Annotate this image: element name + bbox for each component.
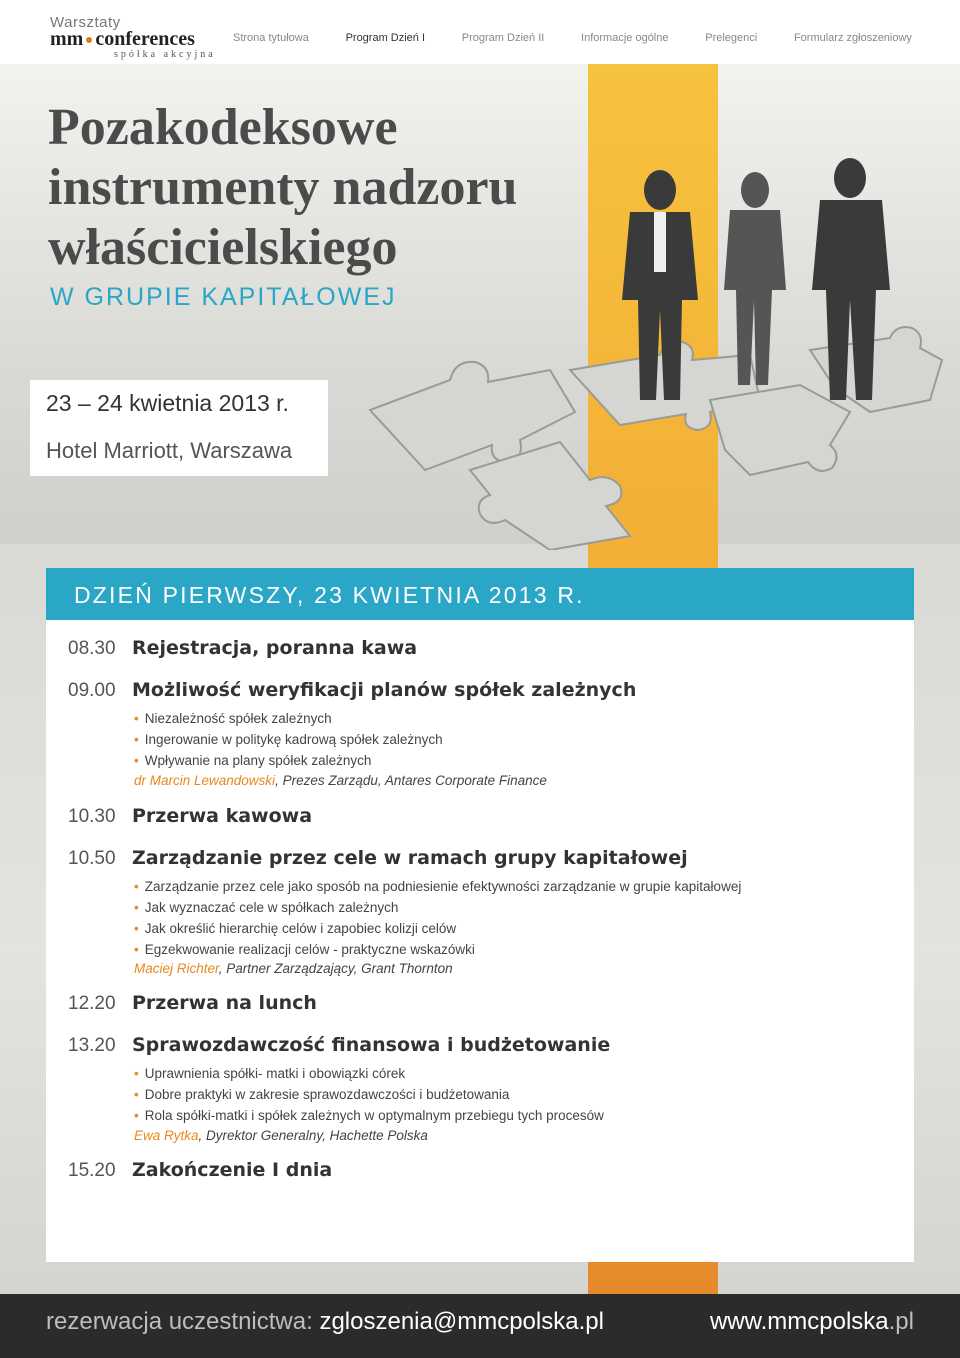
- slot-speaker: [134, 773, 547, 788]
- nav-prelegenci[interactable]: Prelegenci: [705, 32, 758, 44]
- logo[interactable]: [50, 14, 220, 58]
- topic-item: • Niezależność spółek zależnych: [134, 708, 443, 729]
- footer: [0, 1294, 960, 1358]
- slot-speaker: [134, 961, 453, 976]
- speaker-role: , Dyrektor Generalny, Hachette Polska: [198, 1128, 428, 1143]
- event-date: 23 – 24 kwietnia 2013 r.: [46, 390, 289, 416]
- hero-title-line-2: instrumenty nadzoru: [48, 159, 518, 216]
- booking-label: rezerwacja uczestnictwa:: [46, 1308, 320, 1335]
- main-nav: [233, 32, 912, 44]
- nav-program-dzien-1[interactable]: Program Dzień I: [345, 32, 426, 44]
- slot-title: Rejestracja, poranna kawa: [132, 637, 418, 659]
- speaker-name: Ewa Rytka: [134, 1128, 199, 1143]
- topic-item: • Zarządzanie przez cele jako sposób na podniesienie efektywności zarządzanie w grupie kapitałowej: [134, 876, 741, 897]
- logo-prefix: Warsztaty: [50, 14, 121, 31]
- topic-item: • Uprawnienia spółki- matki i obowiązki córek: [134, 1063, 604, 1084]
- hero-title: [48, 98, 608, 278]
- slot-time: 09.00: [68, 680, 116, 701]
- slot-time: 12.20: [68, 993, 116, 1014]
- program-panel: [46, 568, 914, 1262]
- nav-program-dzien-2[interactable]: Program Dzień II: [461, 32, 545, 44]
- speaker-name: dr Marcin Lewandowski: [134, 773, 276, 788]
- logo-dot-icon: [86, 37, 92, 43]
- topic-item: • Wpływanie na plany spółek zależnych: [134, 750, 443, 771]
- speaker-role: , Partner Zarządzający, Grant Thornton: [218, 961, 453, 976]
- slot-title: Możliwość weryfikacji planów spółek zależnych: [132, 679, 637, 701]
- day-title: DZIEŃ PIERWSZY, 23 KWIETNIA 2013 R.: [74, 582, 585, 608]
- slot-time: 08.30: [68, 638, 116, 659]
- speaker-role: , Prezes Zarządu, Antares Corporate Finance: [275, 773, 547, 788]
- slot-time: 15.20: [68, 1160, 116, 1181]
- slot-time: 10.50: [68, 848, 116, 869]
- slot-topics: [134, 876, 741, 960]
- topic-item: • Rola spółki-matki i spółek zależnych w optymalnym przebiegu tych procesów: [134, 1105, 604, 1126]
- date-venue-box: [30, 380, 328, 476]
- hero-subtitle: W GRUPIE KAPITAŁOWEJ: [50, 283, 397, 311]
- logo-subtitle: spółka akcyjna: [114, 49, 216, 60]
- hero-title-line-1: Pozakodeksowe: [48, 99, 398, 156]
- slot-title: Zarządzanie przez cele w ramach grupy kapitałowej: [132, 847, 688, 869]
- logo-wordmark: mm conferences: [50, 28, 195, 50]
- slot-title: Sprawozdawczość finansowa i budżetowanie: [132, 1034, 611, 1056]
- slot-topics: [134, 708, 443, 771]
- slot-title: Przerwa kawowa: [132, 805, 313, 827]
- website-tld: .pl: [888, 1308, 914, 1335]
- website-main: www.mmcpolska: [709, 1308, 889, 1335]
- topic-item: • Jak określić hierarchię celów i zapobiec kolizji celów: [134, 918, 741, 939]
- event-venue: Hotel Marriott, Warszawa: [46, 438, 293, 463]
- slot-time: 13.20: [68, 1035, 116, 1056]
- speaker-name: Maciej Richter: [134, 961, 219, 976]
- topic-item: • Jak wyznaczać cele w spółkach zależnych: [134, 897, 741, 918]
- nav-formularz[interactable]: Formularz zgłoszeniowy: [793, 32, 912, 44]
- topic-item: • Ingerowanie w politykę kadrową spółek zależnych: [134, 729, 443, 750]
- booking-email-link[interactable]: zgloszenia@mmcpolska.pl: [319, 1308, 604, 1335]
- slot-title: Zakończenie I dnia: [132, 1159, 333, 1181]
- nav-strona-tytulowa[interactable]: Strona tytułowa: [233, 32, 309, 44]
- booking-info: [46, 1308, 604, 1336]
- website-link[interactable]: [710, 1308, 914, 1336]
- nav-informacje-ogolne[interactable]: Informacje ogólne: [581, 32, 669, 44]
- topic-item: • Dobre praktyki w zakresie sprawozdawczości i budżetowania: [134, 1084, 604, 1105]
- hero-title-line-3: właścicielskiego: [48, 219, 398, 276]
- slot-topics: [134, 1063, 604, 1126]
- slot-title: Przerwa na lunch: [132, 992, 317, 1014]
- top-bar: [0, 0, 960, 64]
- slot-speaker: [134, 1128, 428, 1143]
- day-header: [46, 568, 914, 620]
- slot-time: 10.30: [68, 806, 116, 827]
- topic-item: • Egzekwowanie realizacji celów - praktyczne wskazówki: [134, 939, 741, 960]
